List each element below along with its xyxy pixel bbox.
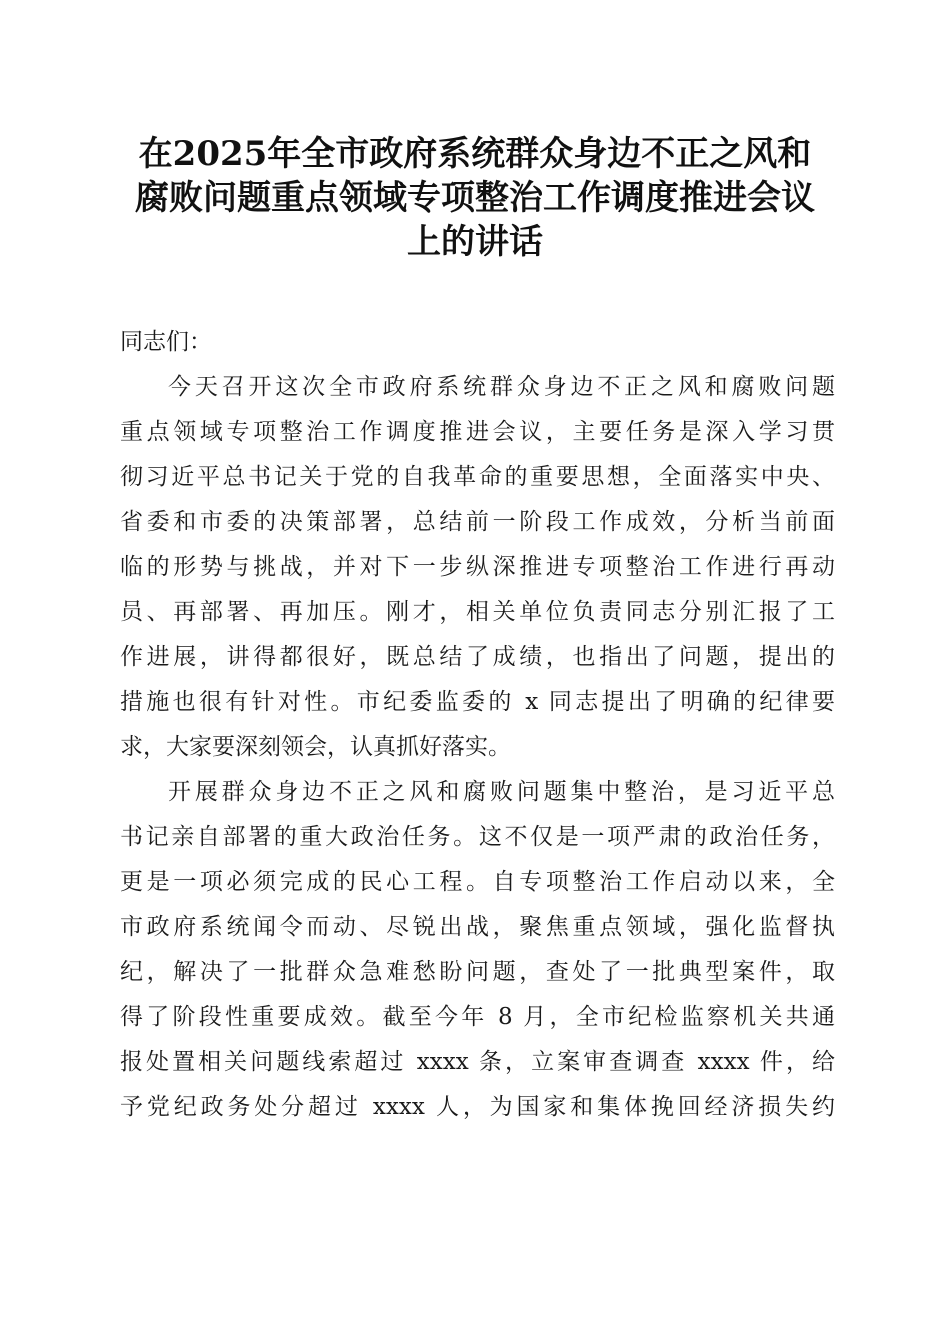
paragraph-line: 更是一项必须完成的民心工程。自专项整治工作启动以来，全 [120,869,835,895]
paragraph-line: 报处置相关问题线索超过 xxxx 条，立案审查调查 xxxx 件，给 [120,1049,835,1075]
paragraph-line: 员、再部署、再加压。刚才，相关单位负责同志分别汇报了工 [120,599,835,625]
paragraph-line: 书记亲自部署的重大政治任务。这不仅是一项严肃的政治任务， [120,824,835,850]
paragraph-line: 纪，解决了一批群众急难愁盼问题，查处了一批典型案件，取 [120,959,835,985]
title-line-2: 腐败问题重点领域专项整治工作调度推进会议 [135,178,815,218]
paragraph-1 [120,365,835,770]
paragraph-line: 措施也很有针对性。市纪委监委的 x 同志提出了明确的纪律要 [120,689,835,715]
paragraph-2 [120,770,835,1130]
paragraph-line: 市政府系统闻令而动、尽锐出战，聚焦重点领域，强化监督执 [120,914,835,940]
paragraph-line: 重点领域专项整治工作调度推进会议，主要任务是深入学习贯 [120,419,835,445]
paragraph-line: 作进展，讲得都很好，既总结了成绩，也指出了问题，提出的 [120,644,835,670]
document-body [120,320,835,1130]
paragraph-line: 临的形势与挑战，并对下一步纵深推进专项整治工作进行再动 [120,554,835,580]
paragraph-line: 得了阶段性重要成效。截至今年 8 月，全市纪检监察机关共通 [120,1004,835,1030]
salutation: 同志们： [120,329,212,355]
paragraph-line: 今天召开这次全市政府系统群众身边不正之风和腐败问题 [168,374,835,400]
paragraph-line: 开展群众身边不正之风和腐败问题集中整治，是习近平总 [168,779,835,805]
paragraph-line: 省委和市委的决策部署，总结前一阶段工作成效，分析当前面 [120,509,835,535]
paragraph-line: 彻习近平总书记关于党的自我革命的重要思想，全面落实中央、 [120,464,835,490]
paragraph-line: 予党纪政务处分超过 xxxx 人，为国家和集体挽回经济损失约 [120,1094,835,1120]
title-line-1: 在2025年全市政府系统群众身边不正之风和 [138,134,812,174]
document-title [110,132,840,264]
paragraph-line: 求，大家要深刻领会，认真抓好落实。 [120,734,511,760]
title-line-3: 上的讲话 [407,222,543,262]
